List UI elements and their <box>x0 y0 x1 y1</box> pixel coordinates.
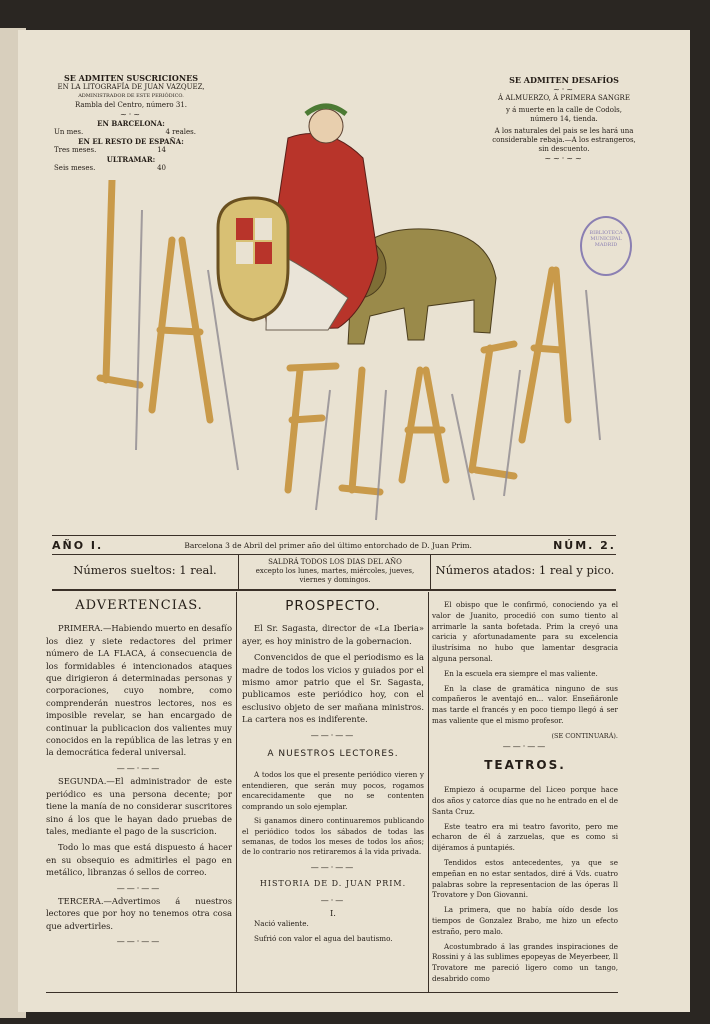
ornament: ~·~ <box>120 110 142 119</box>
rule <box>46 992 618 993</box>
column-prospecto: PROSPECTO. El Sr. Sagasta, director de «La Iberia» ayer, es hoy ministro de la gobernacion. Convencidos de que el periodismo es la madre de todos los vicios y guiados por el mismo amor patrio que el Sr. Sagasta, publicamos este periódico hoy, con el esclusivo objeto de ser mañana ministros. La cartera nos es indiferente. ——·—— A NUESTROS LECTORES. A todos los que el presente periódico vieren y entendieren, que serán muy pocos, rogamos encarecidamente que no se contenten comprando un solo ejemplar. Si ganamos dinero continuaremos publicando el periódico todos los sábados de todas las semanas, de todos los meses de todos los años; de lo contrario nos retiraremos á la vida privada. ——·—— HISTORIA DE D. JUAN PRIM. —·— I. Nació valiente. Sufrió con valor el agua del bautismo. <box>242 598 424 943</box>
heading-prospecto: PROSPECTO. <box>285 598 381 614</box>
schedule: SALDRÁ TODOS LOS DIAS DEL AÑO excepto los lunes, martes, miércoles, jueves, viernes y domingos. <box>255 558 415 584</box>
rule <box>52 589 616 591</box>
ornament: ——·—— <box>310 730 356 740</box>
heading-teatros: TEATROS. <box>484 758 566 773</box>
ornament: ——·—— <box>116 763 162 773</box>
issue-date: Barcelona 3 de Abril del primer año del último entorchado de D. Juan Prim. <box>184 540 472 550</box>
newspaper-page <box>18 30 690 1012</box>
title-logo <box>90 180 610 540</box>
ornament: ——·—— <box>116 883 162 893</box>
ornament: ~·~ <box>553 85 575 94</box>
heading-advertencias: ADVERTENCIAS. <box>75 598 203 613</box>
price-bar <box>52 555 616 589</box>
ornament: ——·—— <box>310 862 356 872</box>
subscription-notice: SE ADMITEN SUSCRICIONES EN LA LITOGRAFÍA DE JUAN VAZQUEZ, ADMINISTRADOR DE ESTE PERIÓDICO. Rambla del Centro, número 31. ~·~ EN BARCELONA: Un mes. 4 reales. EN EL RESTO DE ESPAÑA: Tres meses. 14 ULTRAMAR: Seis meses. 40 <box>46 74 216 173</box>
challenge-notice: SE ADMITEN DESAFÍOS ~·~ Á ALMUERZO, Á PRIMERA SANGRE y á muerte en la calle de Codols, número 14, tienda. A los naturales del pais se les hará una considerable rebaja.—A los estrangeros, sin descuento. ~~·~~ <box>492 75 636 163</box>
column-teatros: El obispo que le confirmó, conociendo ya el valor de Juanito, procedió con sumo tiento al arrimarle la santa bofetada. Prim la creyó una caricia y afortunadamente para su excelencia ilustrísima no hubo que lamentar desgracia alguna personal. En la escuela era siempre el mas valiente. En la clase de gramática ninguno de sus compañeros le aventajó en... valor. Enseñáronle mas tarde el francés y en poco tiempo llegó á ser mas valiente que el mismo profesor. (SE CONTINUARÁ). ——·—— TEATROS. Empiezo á ocuparme del Liceo porque hace dos años y catorce días que no he entrado en el de Santa Cruz. Este teatro era mi teatro favorito, pero me echaron de él á zarzuelas, que es como si dijéramos á puntapiés. Tendidos estos antecedentes, ya que se empeñan en no estar sentados, diré á Vds. cuatro palabras sobre la representacion de las óperas Il Trovatore y Don Giovanni. La primera, que no había oído desde los tiempos de Gonzalez Brabo, me hizo un efecto estraño, pero malo. Acostumbrado á las grandes inspiraciones de Rossini y á las sublimes epopeyas de Meyerbeer, Il Trovatore me pareció ligero como un tango, desabrido como <box>432 600 618 983</box>
ornament: ——·—— <box>116 937 162 947</box>
issue-bar <box>52 537 616 553</box>
ornament: —·— <box>320 895 346 905</box>
stamp-label: BIBLIOTECA MUNICIPAL MADRID <box>589 230 623 248</box>
rule <box>238 555 239 589</box>
heading-historia: HISTORIA DE D. JUAN PRIM. <box>259 879 407 889</box>
title-text: LA FLACA <box>347 530 353 531</box>
ornament: ~~·~~ <box>544 154 584 163</box>
price-single: Números sueltos: 1 real. <box>73 563 217 577</box>
column-rule <box>236 592 237 992</box>
issue-year: AÑO I. <box>52 538 104 552</box>
price-bound: Números atados: 1 real y pico. <box>435 563 615 577</box>
rule <box>430 555 431 589</box>
column-advertencias: ADVERTENCIAS. PRIMERA.—Habiendo muerto en desafío los diez y siete redactores del primer número de LA FLACA, á consecuencia de los formidables é intencionados ataques que dirigieron á determinadas personas y corporaciones, cuyo nombre, como comprenderán nuestros lectores, nos es imposible revelar, se han encargado de continuar la publicacion dos valientes muy conocidos en la república de las letras y en la democrática federal universal. ——·—— SEGUNDA.—El administrador de este periódico es una persona decente; por tiene la manía de no considerar suscritores sino á los que le hayan dado pruebas de tales, mediante el pago de la suscricion. Todo lo mas que está dispuesto á hacer en su obsequio es admitirles el pago en metálico, libranzas ó sellos de correo. ——·—— TERCERA.—Advertimos á nuestros lectores que por hoy no tenemos otra cosa que advertirles. ——·—— <box>46 600 232 949</box>
issue-number: NÚM. 2. <box>553 538 616 552</box>
rule <box>52 535 616 536</box>
ornament: ——·—— <box>502 741 548 751</box>
heading-lectores: A NUESTROS LECTORES. <box>267 749 399 760</box>
column-rule <box>428 592 429 992</box>
